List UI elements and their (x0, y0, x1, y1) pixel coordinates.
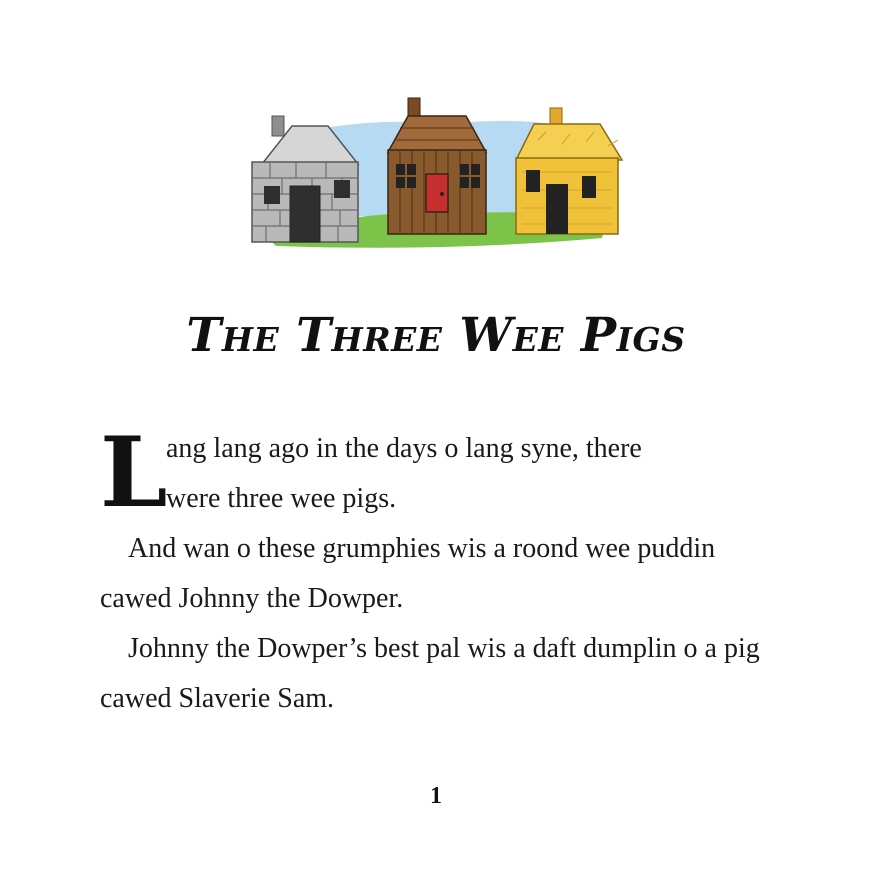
page-number: 1 (430, 783, 442, 809)
first-paragraph-line-1: ang lang ago in the days o lang syne, there (166, 433, 642, 464)
first-paragraph (100, 416, 780, 529)
story-text (100, 416, 780, 724)
straw-house-icon (516, 108, 622, 234)
drop-cap-letter: L (100, 416, 168, 529)
three-houses-illustration (246, 96, 630, 248)
second-paragraph: And wan o these grumphies wis a roond wee puddin cawed Johnny the Dowper. (100, 533, 716, 614)
first-paragraph-line-2: were three wee pigs. (166, 483, 397, 514)
story-title: The Three Wee Pigs (186, 308, 686, 363)
third-paragraph: Johnny the Dowper’s best pal wis a daft dumplin o a pig cawed Slaverie Sam. (100, 633, 760, 714)
wooden-house-icon (388, 98, 486, 234)
